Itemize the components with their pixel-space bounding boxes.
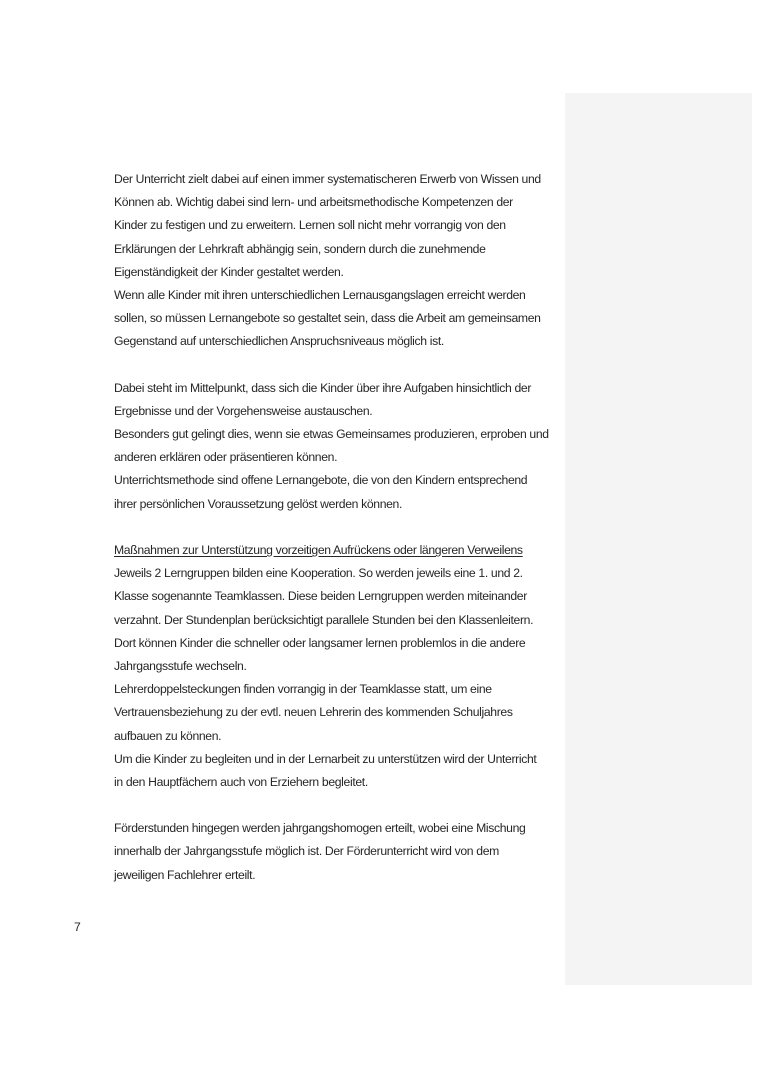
text-line: Wenn alle Kinder mit ihren unterschiedlichen Lernausgangslagen erreicht werden bbox=[114, 287, 526, 302]
text-body bbox=[114, 168, 566, 887]
side-panel bbox=[565, 93, 752, 985]
paragraph bbox=[114, 168, 566, 284]
text-line: Förderstunden hingegen werden jahrgangshomogen erteilt, wobei eine Mischung bbox=[114, 821, 526, 836]
paragraph bbox=[114, 377, 566, 516]
text-line: aufbauen zu können. bbox=[114, 728, 222, 743]
text-line: Jahrgangsstufe wechseln. bbox=[114, 658, 247, 673]
page-number: 7 bbox=[74, 920, 81, 934]
paragraph bbox=[114, 817, 566, 887]
text-line: Dort können Kinder die schneller oder langsamer lernen problemlos in die andere bbox=[114, 635, 526, 650]
text-line: Besonders gut gelingt dies, wenn sie etwas Gemeinsames produzieren, erproben und bbox=[114, 427, 549, 442]
text-line: innerhalb der Jahrgangsstufe möglich ist. Der Förderunterricht wird von dem bbox=[114, 844, 499, 859]
text-line: Eigenständigkeit der Kinder gestaltet werden. bbox=[114, 264, 344, 279]
section-heading bbox=[114, 539, 566, 562]
text-line: verzahnt. Der Stundenplan berücksichtigt parallele Stunden bei den Klassenleitern. bbox=[114, 612, 534, 627]
paragraph-gap bbox=[114, 516, 566, 539]
text-line: sollen, so müssen Lernangebote so gestaltet sein, dass die Arbeit am gemeinsamen bbox=[114, 311, 541, 326]
text-line: in den Hauptfächern auch von Erziehern begleitet. bbox=[114, 774, 368, 789]
text-line: Der Unterricht zielt dabei auf einen immer systematischeren Erwerb von Wissen und bbox=[114, 172, 541, 186]
text-line: Gegenstand auf unterschiedlichen Anspruchsniveaus möglich ist. bbox=[114, 334, 444, 349]
text-line: Vertrauensbeziehung zu der evtl. neuen Lehrerin des kommenden Schuljahres bbox=[114, 705, 513, 720]
paragraph bbox=[114, 284, 566, 354]
paragraph-gap bbox=[114, 794, 566, 817]
text-line: Lehrerdoppelsteckungen finden vorrangig in der Teamklasse statt, um eine bbox=[114, 682, 492, 697]
text-line: Unterrichtsmethode sind offene Lernangebote, die von den Kindern entsprechend bbox=[114, 473, 528, 488]
text-line: Erklärungen der Lehrkraft abhängig sein, sondern durch die zunehmende bbox=[114, 241, 486, 256]
text-line: jeweiligen Fachlehrer erteilt. bbox=[114, 867, 256, 882]
text-line: Kinder zu festigen und zu erweitern. Lernen soll nicht mehr vorrangig von den bbox=[114, 218, 506, 233]
text-line: ihrer persönlichen Voraussetzung gelöst werden können. bbox=[114, 496, 403, 511]
paragraph bbox=[114, 562, 566, 794]
text-line: Maßnahmen zur Unterstützung vorzeitigen Aufrückens oder längeren Verweilens bbox=[114, 543, 523, 557]
text-line: Ergebnisse und der Vorgehensweise austauschen. bbox=[114, 403, 373, 418]
text-line: Klasse sogenannte Teamklassen. Diese beiden Lerngruppen werden miteinander bbox=[114, 589, 527, 604]
text-line: anderen erklären oder präsentieren können. bbox=[114, 450, 338, 465]
text-line: Um die Kinder zu begleiten und in der Lernarbeit zu unterstützen wird der Unterricht bbox=[114, 751, 537, 766]
text-line: Jeweils 2 Lerngruppen bilden eine Kooperation. So werden jeweils eine 1. und 2. bbox=[114, 566, 523, 581]
text-line: Dabei steht im Mittelpunkt, dass sich die Kinder über ihre Aufgaben hinsichtlich der bbox=[114, 380, 532, 395]
text-line: Können ab. Wichtig dabei sind lern- und arbeitsmethodische Kompetenzen der bbox=[114, 195, 513, 210]
paragraph-gap bbox=[114, 354, 566, 377]
